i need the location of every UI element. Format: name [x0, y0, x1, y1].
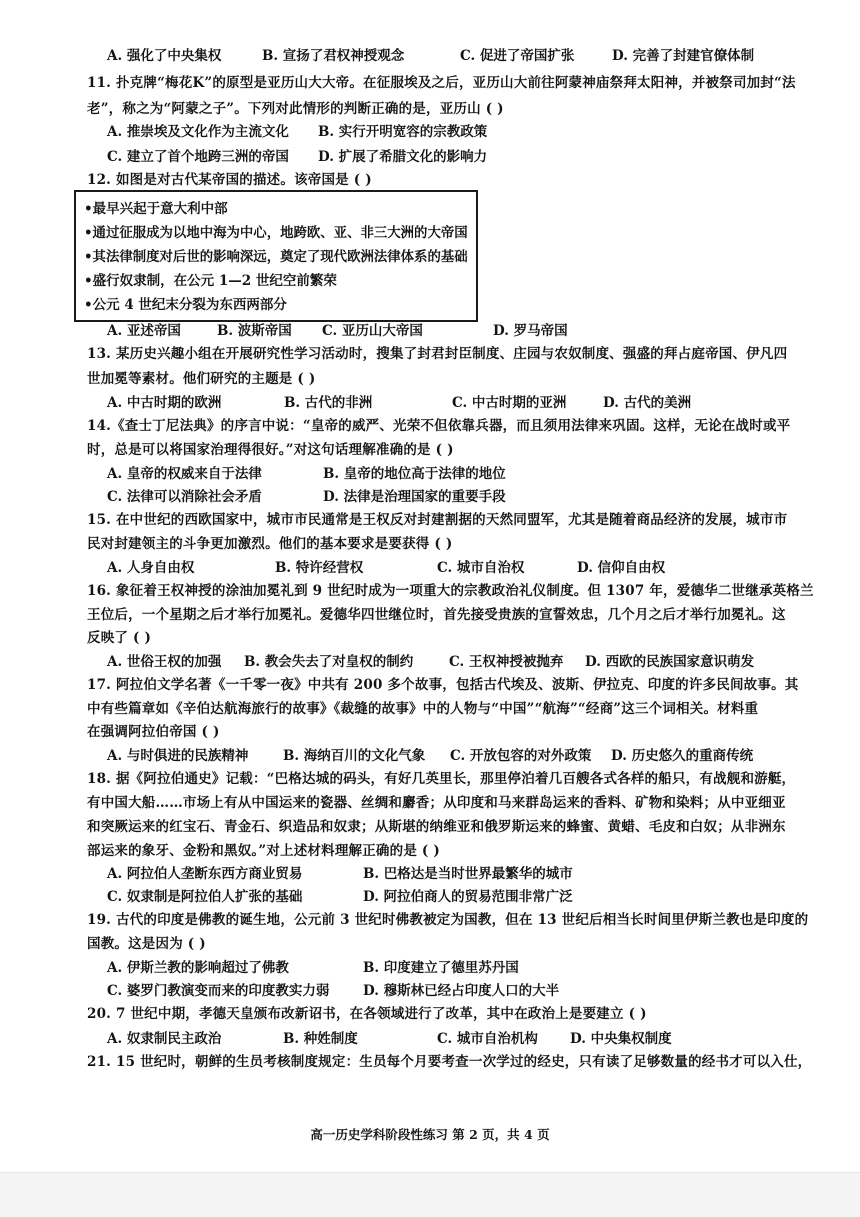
q12-option-a: A. 亚述帝国: [107, 323, 181, 339]
q10-option-a: A. 强化了中央集权: [107, 48, 222, 64]
q14-option-d: D. 法律是治理国家的重要手段: [323, 489, 506, 505]
q18-option-b: B. 巴格达是当时世界最繁华的城市: [363, 866, 573, 882]
q11-option-a: A. 推崇埃及文化作为主流文化: [107, 124, 289, 140]
q11-stem-line1: 11. 扑克牌“梅花K”的原型是亚历山大大帝。在征服埃及之后，亚历山大前往阿蒙神庙祭拜太阳神，并被祭司加封“法: [87, 75, 796, 91]
q18-stem-line3: 和突厥运来的红宝石、青金石、织造品和奴隶；从斯堪的纳维亚和俄罗斯运来的蜂蜜、黄蜡、毛皮和白奴；从非洲东: [87, 819, 786, 835]
q16-option-b: B. 教会失去了对皇权的制约: [244, 654, 414, 670]
q18-stem-line4: 部运来的象牙、金粉和黑奴。”对上述材料理解正确的是 ( ): [87, 843, 440, 859]
q14-option-c: C. 法律可以消除社会矛盾: [107, 489, 262, 505]
q12-description-box: [74, 190, 478, 322]
q20-option-b: B. 种姓制度: [283, 1031, 358, 1047]
q17-stem-line3: 在强调阿拉伯帝国 ( ): [87, 724, 220, 740]
q16-option-d: D. 西欧的民族国家意识萌发: [585, 654, 755, 670]
q12-option-b: B. 波斯帝国: [217, 323, 292, 339]
q10-option-d: D. 完善了封建官僚体制: [612, 48, 755, 64]
q19-option-b: B. 印度建立了德里苏丹国: [363, 960, 519, 976]
q19-option-a: A. 伊斯兰教的影响超过了佛教: [107, 960, 289, 976]
q13-stem-line1: 13. 某历史兴趣小组在开展研究性学习活动时，搜集了封君封臣制度、庄园与农奴制度、强盛的拜占庭帝国、伊凡四: [87, 346, 788, 362]
q12-option-c: C. 亚历山大帝国: [322, 323, 423, 339]
q17-option-a: A. 与时俱进的民族精神: [107, 748, 249, 764]
q15-option-c: C. 城市自治权: [437, 560, 525, 576]
q17-option-b: B. 海纳百川的文化气象: [283, 748, 426, 764]
scan-bottom-margin: [0, 1172, 860, 1217]
q18-option-a: A. 阿拉伯人垄断东西方商业贸易: [107, 866, 303, 882]
q18-option-c: C. 奴隶制是阿拉伯人扩张的基础: [107, 889, 303, 905]
q19-option-c: C. 婆罗门教演变而来的印度教实力弱: [107, 983, 330, 999]
q18-stem-line2: 有中国大船……市场上有从中国运来的瓷器、丝绸和麝香；从印度和马来群岛运来的香料、矿物和染料；从中亚细亚: [87, 795, 786, 811]
q12-box-line: •最早兴起于意大利中部: [84, 201, 228, 217]
q15-option-b: B. 特许经营权: [275, 560, 364, 576]
q16-stem-line2: 王位后，一个星期之后才举行加冕礼。爱德华四世继位时，首先接受贵族的宣誓效忠，几个月之后才举行加冕礼。这: [87, 607, 786, 623]
q19-stem-line1: 19. 古代的印度是佛教的诞生地，公元前 3 世纪时佛教被定为国教，但在 13 世纪后相当长时间里伊斯兰教也是印度的: [87, 912, 809, 928]
q16-option-a: A. 世俗王权的加强: [107, 654, 222, 670]
q17-stem-line2: 中有些篇章如《辛伯达航海旅行的故事》《裁缝的故事》中的人物与“中国”“航海”“经商”这三个词相关。材料重: [87, 701, 759, 717]
q12-option-d: D. 罗马帝国: [493, 323, 568, 339]
q12-box-line: •公元 4 世纪末分裂为东西两部分: [84, 297, 287, 313]
q13-option-a: A. 中古时期的欧洲: [107, 395, 222, 411]
q16-stem-line3: 反映了 ( ): [87, 630, 152, 646]
q10-option-b: B. 宣扬了君权神授观念: [262, 48, 405, 64]
q11-option-b: B. 实行开明宽容的宗教政策: [318, 124, 488, 140]
q16-stem-line1: 16. 象征着王权神授的涂油加冕礼到 9 世纪时成为一项重大的宗教政治礼仪制度。但 1307 年，爱德华二世继承英格兰: [87, 583, 814, 599]
q18-stem-line1: 18. 据《阿拉伯通史》记载：“巴格达城的码头，有好几英里长，那里停泊着几百艘各式各样的船只，有战舰和游艇，: [87, 771, 796, 787]
q12-box-line: •盛行奴隶制，在公元 1—2 世纪空前繁荣: [84, 273, 337, 289]
q19-option-d: D. 穆斯林已经占印度人口的大半: [363, 983, 560, 999]
q21-stem-line1: 21. 15 世纪时，朝鲜的生员考核制度规定：生员每个月要考查一次学过的经史，只有读了足够数量的经书才可以入仕，: [87, 1054, 812, 1070]
q15-stem-line2: 民对封建领主的斗争更加激烈。他们的基本要求是要获得 ( ): [87, 536, 453, 552]
q13-stem-line2: 世加冕等素材。他们研究的主题是 ( ): [87, 371, 316, 387]
q20-stem: 20. 7 世纪中期，孝德天皇颁布改新诏书，在各领域进行了改革，其中在政治上是要建立 ( ): [87, 1006, 647, 1022]
q11-option-d: D. 扩展了希腊文化的影响力: [318, 149, 488, 165]
q14-stem-line1: 14.《查士丁尼法典》的序言中说：“皇帝的威严、光荣不但依靠兵器，而且须用法律来巩固。这样，无论在战时或平: [87, 418, 791, 434]
q17-option-d: D. 历史悠久的重商传统: [611, 748, 754, 764]
q10-option-c: C. 促进了帝国扩张: [460, 48, 575, 64]
q13-option-d: D. 古代的美洲: [603, 395, 692, 411]
q20-option-d: D. 中央集权制度: [570, 1031, 672, 1047]
q15-stem-line1: 15. 在中世纪的西欧国家中，城市市民通常是王权反对封建割据的天然同盟军，尤其是随着商品经济的发展，城市市: [87, 512, 788, 528]
q19-stem-line2: 国教。这是因为 ( ): [87, 936, 206, 952]
q15-option-a: A. 人身自由权: [107, 560, 195, 576]
q17-stem-line1: 17. 阿拉伯文学名著《一千零一夜》中共有 200 多个故事，包括古代埃及、波斯、伊拉克、印度的许多民间故事。其: [87, 677, 799, 693]
q13-option-c: C. 中古时期的亚洲: [452, 395, 567, 411]
q13-option-b: B. 古代的非洲: [284, 395, 373, 411]
page-footer: 高一历史学科阶段性练习 第 2 页，共 4 页: [310, 1127, 550, 1142]
q20-option-c: C. 城市自治机构: [437, 1031, 538, 1047]
q11-stem-line2: 老”，称之为“阿蒙之子”。下列对此情形的判断正确的是，亚历山 ( ): [87, 101, 504, 117]
q15-option-d: D. 信仰自由权: [577, 560, 666, 576]
q12-stem: 12. 如图是对古代某帝国的描述。该帝国是 ( ): [87, 172, 372, 188]
q18-option-d: D. 阿拉伯商人的贸易范围非常广泛: [363, 889, 573, 905]
q14-option-a: A. 皇帝的权威来自于法律: [107, 466, 262, 482]
q20-option-a: A. 奴隶制民主政治: [107, 1031, 222, 1047]
q12-box-line: •其法律制度对后世的影响深远，奠定了现代欧洲法律体系的基础: [84, 249, 468, 265]
q17-option-c: C. 开放包容的对外政策: [450, 748, 592, 764]
q16-option-c: C. 王权神授被抛弃: [449, 654, 564, 670]
q14-stem-line2: 时，总是可以将国家治理得很好。”对这句话理解准确的是 ( ): [87, 442, 454, 458]
q14-option-b: B. 皇帝的地位高于法律的地位: [323, 466, 506, 482]
q12-box-line: •通过征服成为以地中海为中心，地跨欧、亚、非三大洲的大帝国: [84, 225, 468, 241]
q11-option-c: C. 建立了首个地跨三洲的帝国: [107, 149, 289, 165]
